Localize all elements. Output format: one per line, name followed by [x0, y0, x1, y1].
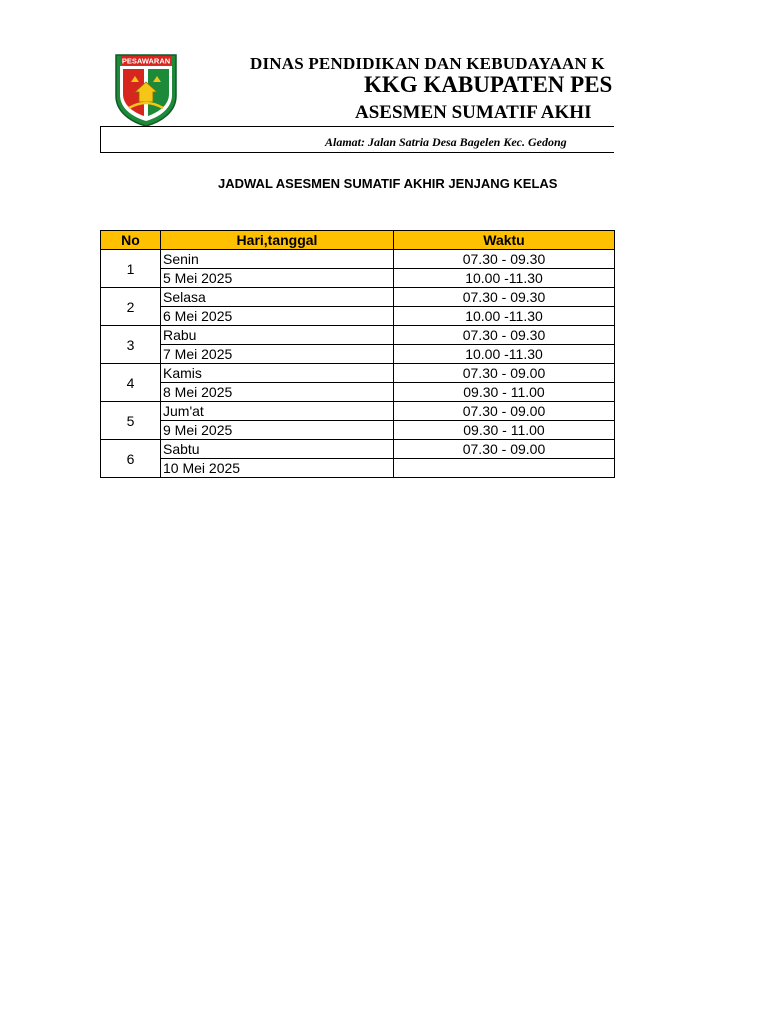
row-date: 6 Mei 2025 [161, 307, 394, 326]
row-number: 5 [101, 402, 161, 440]
schedule-table [100, 230, 615, 478]
header-no: No [101, 231, 161, 250]
organization-name: KKG KABUPATEN PES [364, 72, 613, 97]
row-date: 10 Mei 2025 [161, 459, 394, 478]
row-time-2: 09.30 - 11.00 [394, 383, 615, 402]
row-time-2: 10.00 -11.30 [394, 269, 615, 288]
table-row [101, 421, 615, 440]
row-day: Kamis [161, 364, 394, 383]
row-time-1: 07.30 - 09.00 [394, 440, 615, 459]
row-date: 9 Mei 2025 [161, 421, 394, 440]
row-time-2 [394, 459, 615, 478]
letterhead [0, 0, 614, 200]
row-day: Senin [161, 250, 394, 269]
table-row [101, 326, 615, 345]
row-number: 2 [101, 288, 161, 326]
table-row [101, 345, 615, 364]
table-row [101, 364, 615, 383]
agency-name: DINAS PENDIDIKAN DAN KEBUDAYAAN K [250, 54, 605, 73]
logo-text: PESAWARAN [121, 56, 171, 66]
row-date: 7 Mei 2025 [161, 345, 394, 364]
row-day: Jum'at [161, 402, 394, 421]
row-number: 3 [101, 326, 161, 364]
header-time: Waktu [394, 231, 615, 250]
row-time-1: 07.30 - 09.00 [394, 364, 615, 383]
table-header-row [101, 231, 615, 250]
table-row [101, 269, 615, 288]
row-time-1: 07.30 - 09.30 [394, 326, 615, 345]
address-text: Alamat: Jalan Satria Desa Bagelen Kec. Gedong [325, 135, 567, 149]
pesawaran-logo-emblem [113, 52, 179, 128]
row-time-2: 09.30 - 11.00 [394, 421, 615, 440]
row-date: 8 Mei 2025 [161, 383, 394, 402]
row-time-1: 07.30 - 09.30 [394, 250, 615, 269]
document-title: JADWAL ASESMEN SUMATIF AKHIR JENJANG KELAS [218, 176, 558, 191]
row-day: Selasa [161, 288, 394, 307]
row-day: Sabtu [161, 440, 394, 459]
table-row [101, 383, 615, 402]
table-row [101, 307, 615, 326]
table-row [101, 459, 615, 478]
row-number: 4 [101, 364, 161, 402]
assessment-name: ASESMEN SUMATIF AKHI [355, 102, 592, 123]
table-row [101, 250, 615, 269]
row-time-2: 10.00 -11.30 [394, 307, 615, 326]
table-row [101, 288, 615, 307]
row-day: Rabu [161, 326, 394, 345]
header-day: Hari,tanggal [161, 231, 394, 250]
row-date: 5 Mei 2025 [161, 269, 394, 288]
row-time-1: 07.30 - 09.30 [394, 288, 615, 307]
table-row [101, 402, 615, 421]
row-number: 1 [101, 250, 161, 288]
row-time-2: 10.00 -11.30 [394, 345, 615, 364]
row-time-1: 07.30 - 09.00 [394, 402, 615, 421]
table-row [101, 440, 615, 459]
row-number: 6 [101, 440, 161, 478]
